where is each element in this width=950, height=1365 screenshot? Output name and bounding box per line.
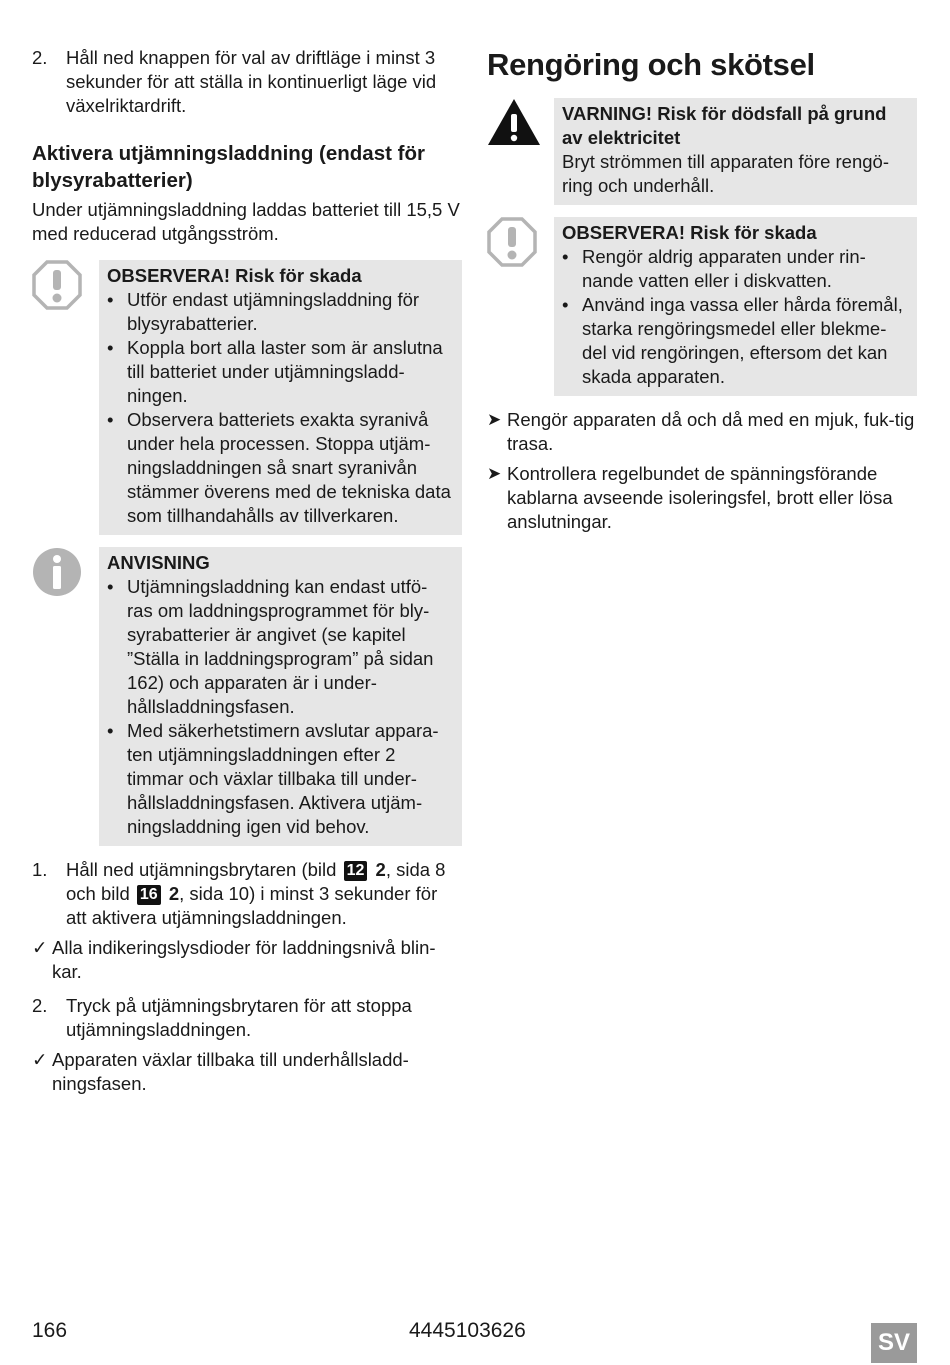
warning-triangle-icon (487, 98, 554, 205)
list-item: • Utför endast utjämningsladdning för blysyrabatterier. (107, 289, 420, 334)
result-text: Apparaten växlar tillbaka till underhållsladd-ningsfasen. (52, 1049, 409, 1094)
list-item: • Koppla bort alla laster som är anslutna till batteriet under utjämningsladd-ningen. (107, 337, 443, 406)
result-text: Alla indikeringslysdioder för laddningsnivå blin-kar. (52, 937, 436, 982)
caution-heading: OBSERVERA! Risk för skada (562, 222, 817, 243)
step-text: Håll ned utjämningsbrytaren (bild 12 2, sida 8 och bild 16 2, sida 10) i minst 3 sekunder för att aktivera utjämningsladdningen. (66, 859, 446, 928)
figure-item-number: 2 (168, 883, 180, 904)
action-text: Kontrollera regelbundet de spänningsförande kablarna avseende isoleringsfel, brott eller lösa anslutningar. (507, 463, 893, 532)
list-item: • Rengör aldrig apparaten under rin-nande vatten eller i diskvatten. (562, 246, 866, 291)
caution-list (107, 288, 452, 528)
figure-reference-badge: 12 (344, 861, 368, 881)
language-badge: SV (871, 1323, 917, 1363)
warning-notice (487, 98, 917, 205)
result-leds-blink (32, 936, 462, 984)
arrow-right-icon: ➤ (487, 410, 502, 429)
step-2-inverter (32, 46, 462, 118)
info-box (99, 547, 462, 846)
list-item: • Med säkerhetstimern avslutar appara-ten utjämningsladdningen efter 2 timmar och växlar tillbaka till under-hållsladdningsfasen. Aktivera utjäm-ningsladdning igen vid behov. (107, 720, 439, 837)
checkmark-icon: ✓ (32, 1049, 48, 1070)
caution-box (554, 217, 917, 396)
caution-list (562, 245, 907, 389)
warning-heading: VARNING! Risk för dödsfall på grund av elektricitet (562, 103, 887, 148)
heading-equalize-charging: Aktivera utjämningsladdning (endast för blysyrabatterier) (32, 142, 425, 192)
step-text: Håll ned knappen för val av driftläge i minst 3 sekunder för att ställa in kontinuerligt läge vid växelriktardrift. (66, 47, 437, 116)
caution-notice-cleaning (487, 217, 917, 396)
list-item: • Använd inga vassa eller hårda föremål, starka rengöringsmedel eller blekme-del vid rengöringen, eftersom det kan skada apparaten. (562, 294, 903, 387)
info-heading: ANVISNING (107, 552, 210, 573)
step-text: Tryck på utjämningsbrytaren för att stoppa utjämningsladdningen. (66, 995, 412, 1040)
step-2-stop (32, 994, 462, 1042)
page-number: 166 (32, 1319, 68, 1342)
action-item (487, 408, 917, 456)
arrow-right-icon: ➤ (487, 464, 502, 483)
action-text: Rengör apparaten då och då med en mjuk, fuk-tig trasa. (507, 409, 915, 454)
checkmark-icon: ✓ (32, 937, 48, 958)
left-column (32, 46, 462, 1102)
action-item (487, 462, 917, 534)
caution-heading: OBSERVERA! Risk för skada (107, 265, 362, 286)
section-title: Rengöring och skötsel (487, 47, 815, 82)
right-column (487, 46, 917, 540)
info-notice (32, 547, 462, 846)
step-number: 2. (32, 47, 48, 68)
caution-octagon-icon (32, 260, 99, 535)
info-circle-icon (32, 547, 99, 846)
step-number: 1. (32, 859, 48, 880)
info-list (107, 575, 452, 839)
figure-reference-badge: 16 (137, 885, 161, 905)
caution-notice (32, 260, 462, 535)
caution-octagon-icon (487, 217, 554, 396)
step-1-equalize (32, 858, 462, 930)
warning-box (554, 98, 917, 205)
intro-paragraph: Under utjämningsladdning laddas batteriet till 15,5 V med reducerad utgångsström. (32, 199, 460, 244)
figure-item-number: 2 (375, 859, 386, 880)
document-code: 4445103626 (409, 1319, 526, 1342)
list-item: • Observera batteriets exakta syranivå under hela processen. Stoppa utjäm-ningsladdningen så snart syranivån stämmer överens med de tekniska data som tillhandahålls av tillverkaren. (107, 409, 451, 526)
result-maintenance-phase (32, 1048, 462, 1096)
step-number: 2. (32, 995, 48, 1016)
list-item: • Utjämningsladdning kan endast utfö-ras om laddningsprogrammet för bly-syrabatterier är angivet (se kapitel ”Ställa in laddningsprogram” på sidan 162) och apparaten är i under-hållsladdningsfasen. (107, 576, 434, 717)
caution-box (99, 260, 462, 535)
warning-text: Bryt strömmen till apparaten före rengö-ring och underhåll. (562, 151, 889, 196)
